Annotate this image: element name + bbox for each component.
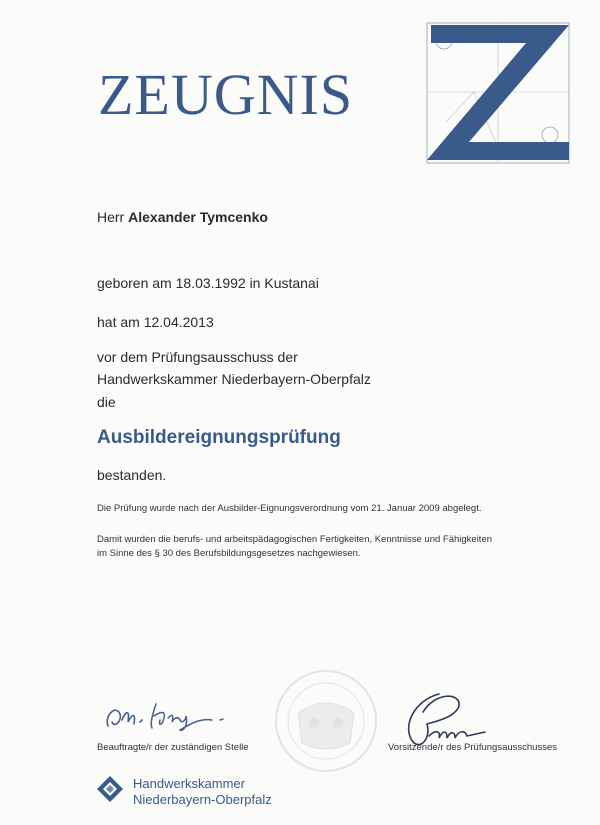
committee-line-2: Handwerkskammer Niederbayern-Oberpfalz <box>97 371 371 387</box>
birth-line: geboren am 18.03.1992 in Kustanai <box>97 275 319 291</box>
committee-line-1: vor dem Prüfungsausschuss der <box>97 349 298 365</box>
embossed-seal-icon <box>262 663 390 773</box>
holder-name: Alexander Tymcenko <box>128 209 268 225</box>
exam-name: Ausbildereignungsprüfung <box>97 427 341 448</box>
holder-line <box>97 209 268 226</box>
committee-line-3: die <box>97 394 116 410</box>
z-monogram-icon <box>426 22 570 164</box>
certificate-title: ZEUGNIS <box>98 62 354 127</box>
holder-prefix: Herr <box>97 209 125 225</box>
right-signature-label: Vorsitzende/r des Prüfungsausschusses <box>388 742 557 753</box>
left-signature-label: Beauftragte/r der zuständigen Stelle <box>97 742 249 753</box>
skills-line-2: im Sinne des § 30 des Berufsbildungsgesetzes nachgewiesen. <box>97 548 361 559</box>
hwk-cube-icon <box>96 775 124 803</box>
result-text: bestanden. <box>97 467 167 483</box>
regulation-note: Die Prüfung wurde nach der Ausbilder-Eignungsverordnung vom 21. Januar 2009 abgelegt. <box>97 503 482 514</box>
skills-line-1: Damit wurden die berufs- und arbeitspädagogischen Fertigkeiten, Kenntnisse und Fähigkeiten <box>97 534 493 545</box>
date-line: hat am 12.04.2013 <box>97 314 214 330</box>
left-signature <box>100 696 245 736</box>
footer-org-line-1: Handwerkskammer <box>133 776 245 791</box>
footer-org-line-2: Niederbayern-Oberpfalz <box>133 792 272 807</box>
